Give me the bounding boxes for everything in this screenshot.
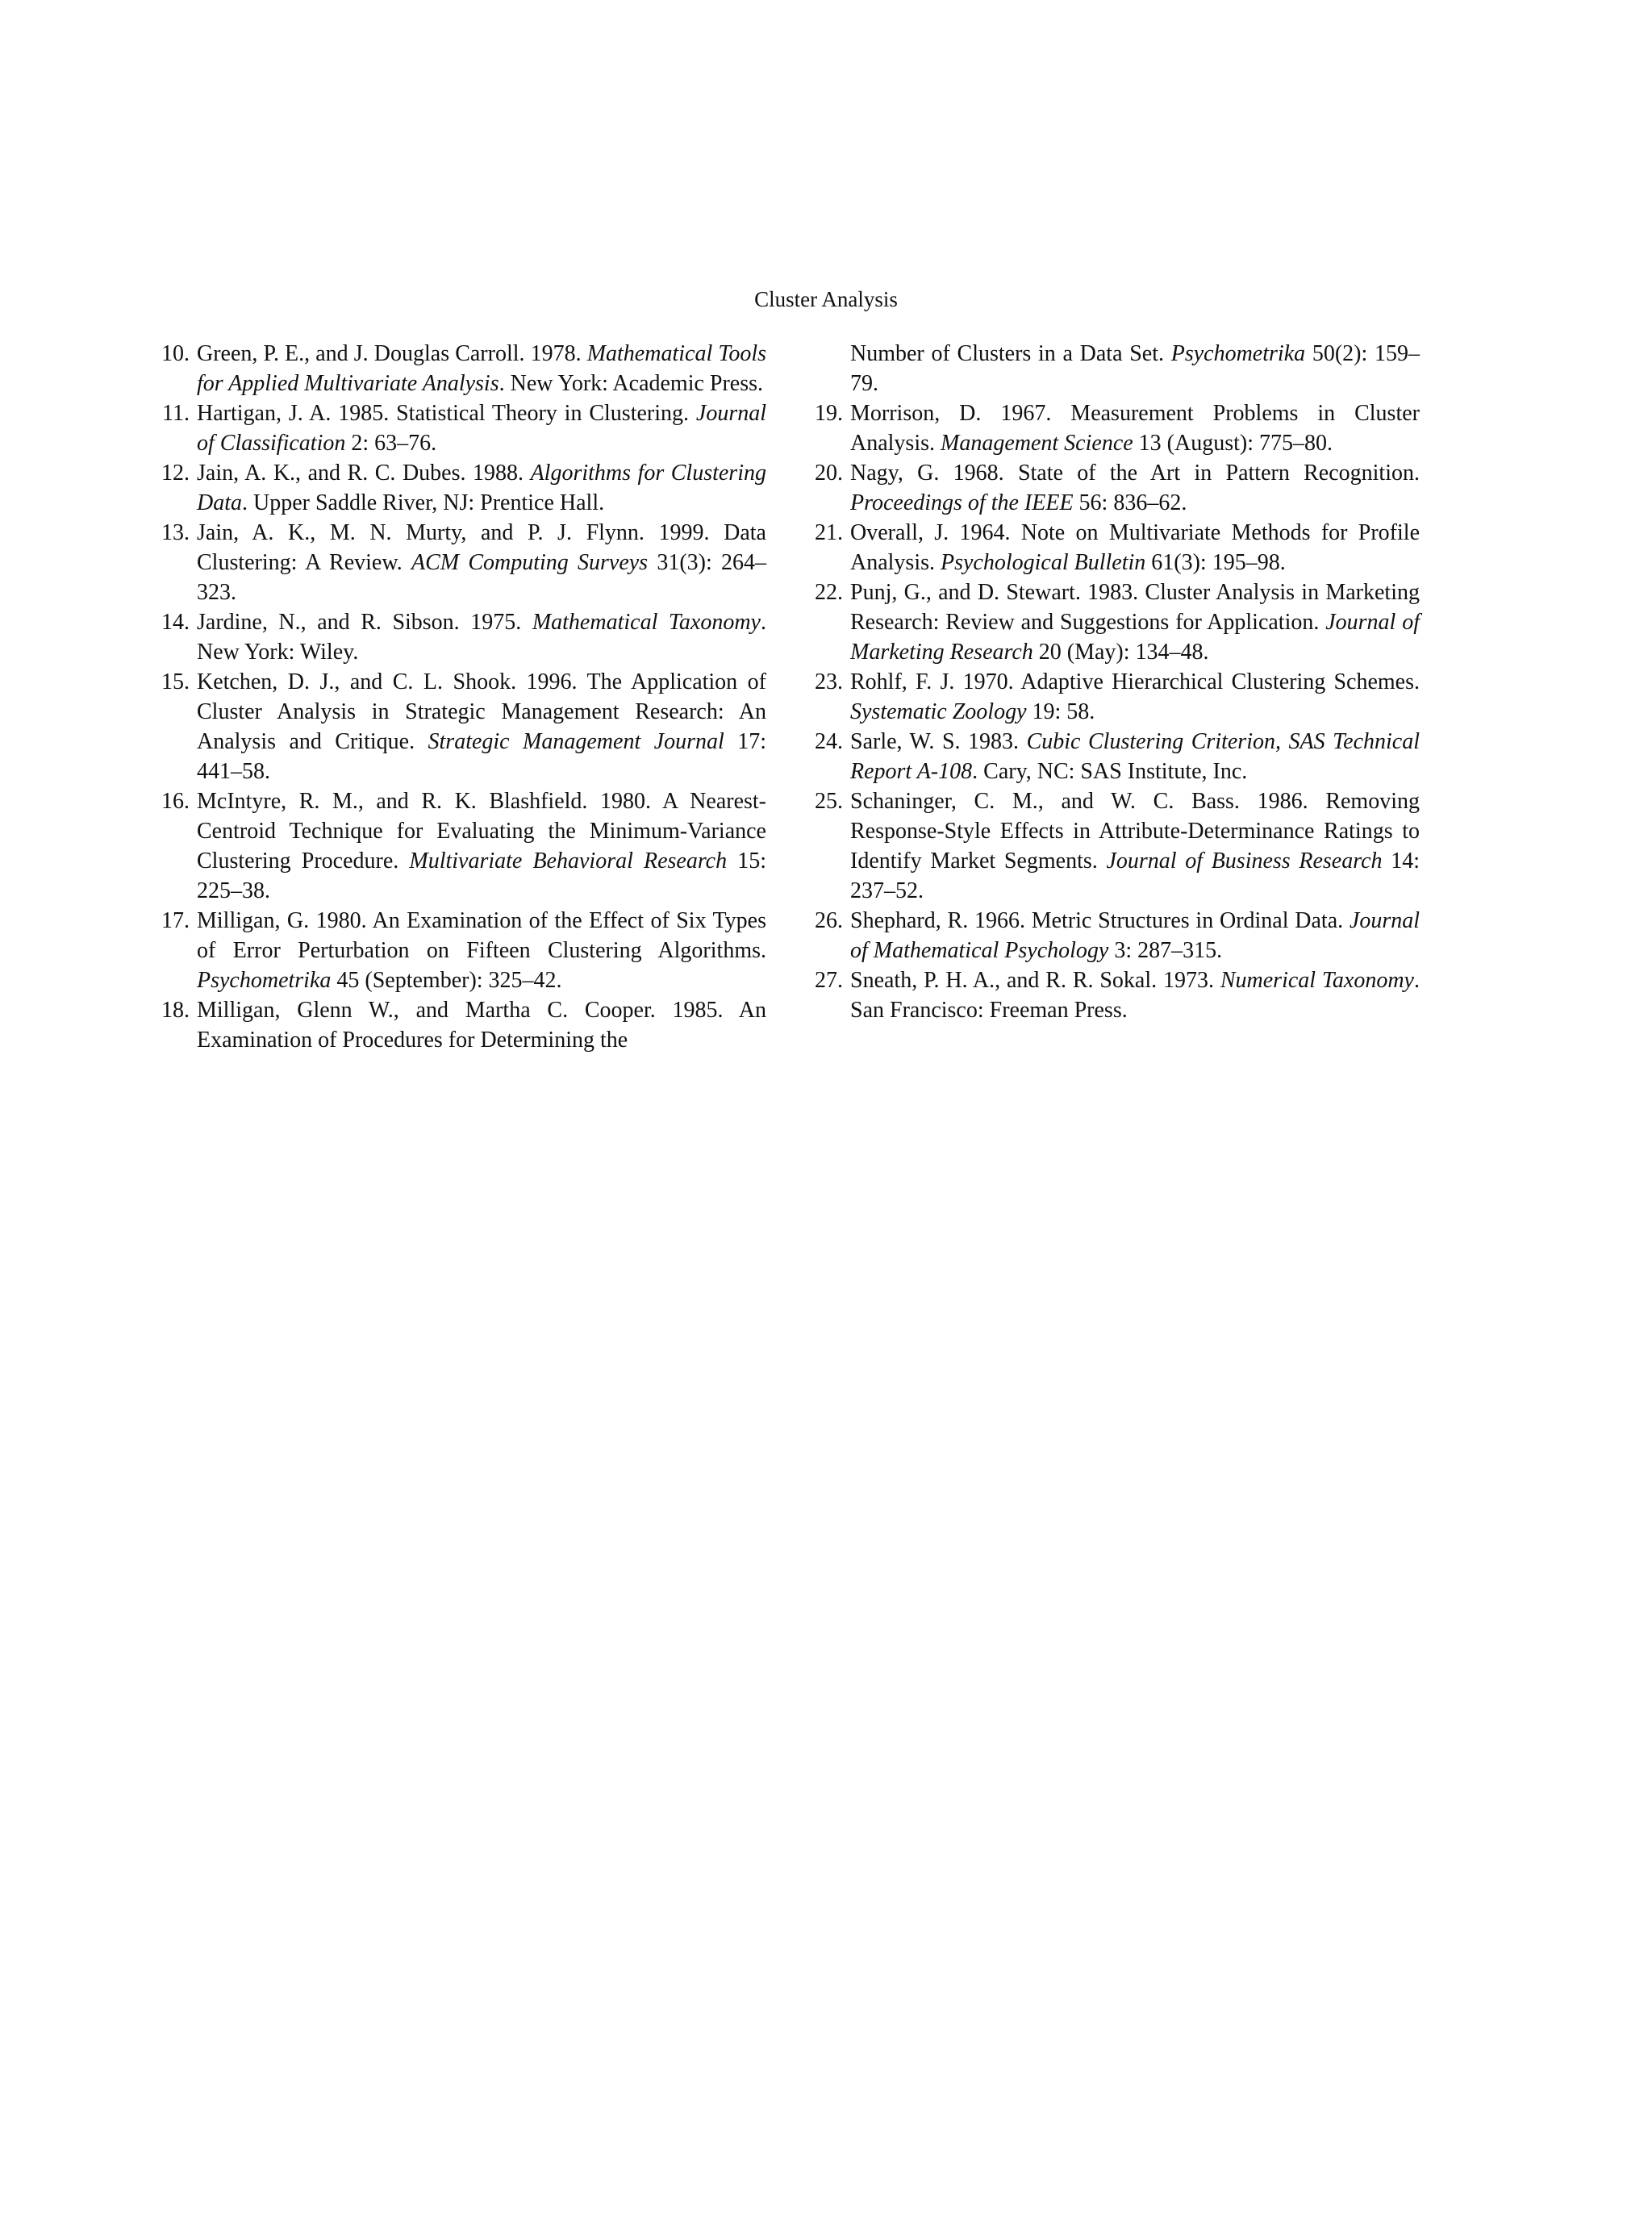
reference-number: 23. xyxy=(815,669,843,694)
reference-entry xyxy=(799,727,1420,786)
reference-text xyxy=(850,667,1420,727)
citation-text: Milligan, Glenn W., and Martha C. Cooper. 1985. An Examination of Procedures for Determining the xyxy=(197,998,766,1053)
citation-source-title: Multivariate Behavioral Research xyxy=(409,849,728,874)
reference-list-left xyxy=(145,339,766,1055)
citation-source-title: Proceedings of the IEEE xyxy=(850,490,1074,515)
reference-entry xyxy=(799,786,1420,906)
reference-entry xyxy=(145,667,766,786)
reference-entry xyxy=(145,995,766,1055)
reference-text xyxy=(197,339,766,398)
reference-text xyxy=(850,398,1420,458)
citation-text: Rohlf, F. J. 1970. Adaptive Hierarchical Clustering Schemes. xyxy=(850,669,1420,694)
citation-text: 15: 225–38. xyxy=(197,849,766,903)
citation-text: 50(2): 159–79. xyxy=(850,341,1420,396)
reference-entry xyxy=(145,518,766,607)
citation-text: McIntyre, R. M., and R. K. Blashfield. 1980. A Nearest-Centroid Technique for Evaluating the Minimum-Variance Clustering Procedure. xyxy=(197,789,766,874)
reference-text xyxy=(197,995,766,1055)
citation-source-title: Management Science xyxy=(941,431,1133,456)
citation-text: Schaninger, C. M., and W. C. Bass. 1986. Removing Response-Style Effects in Attribute-Determinance Ratings to Identify Market Segments. xyxy=(850,789,1420,874)
citation-text: 61(3): 195–98. xyxy=(1145,550,1286,575)
reference-entry xyxy=(799,667,1420,727)
citation-text: 31(3): 264–323. xyxy=(197,550,766,605)
citation-text: Green, P. E., and J. Douglas Carroll. 1978. xyxy=(197,341,587,366)
citation-source-title: Psychometrika xyxy=(1170,341,1306,366)
citation-source-title: Algorithms for Clustering Data xyxy=(197,461,766,515)
citation-text: 14: 237–52. xyxy=(850,849,1420,903)
reference-number: 21. xyxy=(815,520,843,545)
reference-list-right xyxy=(799,339,1420,1055)
citation-text: Jain, A. K., M. N. Murty, and P. J. Flynn. 1999. Data Clustering: A Review. xyxy=(197,520,766,575)
reference-entry xyxy=(799,518,1420,578)
reference-number: 16. xyxy=(161,789,190,814)
reference-text xyxy=(850,965,1420,1025)
reference-entry xyxy=(145,786,766,906)
reference-entry xyxy=(145,398,766,458)
reference-entry xyxy=(145,339,766,398)
reference-text xyxy=(197,786,766,906)
reference-text xyxy=(197,398,766,458)
reference-number: 18. xyxy=(161,998,190,1023)
reference-text xyxy=(850,518,1420,578)
citation-text: Ketchen, D. J., and C. L. Shook. 1996. The Application of Cluster Analysis in Strategic Management Research: An Analysis and Critique. xyxy=(197,669,766,754)
reference-text xyxy=(850,578,1420,667)
reference-number: 10. xyxy=(161,341,190,366)
citation-text: . New York: Wiley. xyxy=(197,610,766,665)
citation-text: . New York: Academic Press. xyxy=(499,371,764,396)
reference-entry xyxy=(145,458,766,518)
reference-text xyxy=(850,458,1420,518)
citation-text: Milligan, G. 1980. An Examination of the Effect of Six Types of Error Perturbation on Fifteen Clustering Algorithms. xyxy=(197,908,766,963)
citation-text: Nagy, G. 1968. State of the Art in Pattern Recognition. xyxy=(850,461,1420,486)
citation-text: Number of Clusters in a Data Set. xyxy=(850,341,1171,366)
citation-text: 3: 287–315. xyxy=(1108,938,1223,963)
citation-source-title: Journal of Mathematical Psychology xyxy=(850,908,1420,963)
citation-text: Sarle, W. S. 1983. xyxy=(850,729,1027,754)
citation-source-title: Psychological Bulletin xyxy=(941,550,1146,575)
citation-source-title: Psychometrika xyxy=(197,968,332,993)
citation-text: 17: 441–58. xyxy=(197,729,767,784)
citation-text: . Cary, NC: SAS Institute, Inc. xyxy=(972,759,1248,784)
reference-number: 13. xyxy=(161,520,190,545)
citation-source-title: Strategic Management Journal xyxy=(428,729,724,754)
citation-text: Punj, G., and D. Stewart. 1983. Cluster Analysis in Marketing Research: Review and Suggestions for Application. xyxy=(850,580,1420,635)
running-head-title: Cluster Analysis xyxy=(754,287,898,311)
citation-text: Morrison, D. 1967. Measurement Problems in Cluster Analysis. xyxy=(850,401,1420,456)
reference-text xyxy=(197,607,766,667)
citation-text: . Upper Saddle River, NJ: Prentice Hall. xyxy=(242,490,605,515)
citation-source-title: Mathematical Tools for Applied Multivariate Analysis xyxy=(197,341,766,396)
reference-entry xyxy=(799,458,1420,518)
reference-text xyxy=(197,667,766,786)
reference-text xyxy=(197,906,766,995)
citation-text: 13 (August): 775–80. xyxy=(1133,431,1333,456)
citation-text: 45 (September): 325–42. xyxy=(331,968,562,993)
reference-number: 25. xyxy=(815,789,843,814)
reference-text xyxy=(197,458,766,518)
citation-source-title: Journal of Marketing Research xyxy=(850,610,1420,665)
citation-text: Shephard, R. 1966. Metric Structures in Ordinal Data. xyxy=(850,908,1350,933)
reference-number: 26. xyxy=(815,908,843,933)
citation-source-title: Cubic Clustering Criterion, SAS Technical Report A-108 xyxy=(850,729,1420,784)
citation-text: Overall, J. 1964. Note on Multivariate Methods for Profile Analysis. xyxy=(850,520,1420,575)
reference-text xyxy=(850,727,1420,786)
citation-source-title: Numerical Taxonomy xyxy=(1220,968,1414,993)
reference-text xyxy=(197,518,766,607)
citation-text: Jardine, N., and R. Sibson. 1975. xyxy=(197,610,532,635)
reference-entry xyxy=(799,578,1420,667)
reference-number: 19. xyxy=(815,401,843,426)
reference-number: 24. xyxy=(815,729,843,754)
citation-source-title: Mathematical Taxonomy xyxy=(532,610,761,635)
reference-entry xyxy=(145,906,766,995)
citation-source-title: Journal of Classification xyxy=(197,401,766,456)
citation-text: 19: 58. xyxy=(1026,699,1095,724)
citation-source-title: Systematic Zoology xyxy=(850,699,1027,724)
citation-source-title: Journal of Business Research xyxy=(1106,849,1383,874)
reference-text xyxy=(850,906,1420,965)
citation-text: Jain, A. K., and R. C. Dubes. 1988. xyxy=(197,461,531,486)
reference-number: 20. xyxy=(815,461,843,486)
reference-number: 22. xyxy=(815,580,843,605)
citation-text: 56: 836–62. xyxy=(1073,490,1187,515)
reference-18-continuation xyxy=(850,339,1420,398)
citation-source-title: ACM Computing Surveys xyxy=(411,550,649,575)
reference-entry xyxy=(799,398,1420,458)
reference-text xyxy=(850,786,1420,906)
citation-text: 2: 63–76. xyxy=(345,431,437,456)
reference-entry xyxy=(799,906,1420,965)
reference-number: 27. xyxy=(815,968,843,993)
reference-number: 12. xyxy=(161,461,190,486)
reference-number: 14. xyxy=(161,610,190,635)
reference-columns xyxy=(145,339,1420,1055)
reference-entry xyxy=(145,607,766,667)
citation-text: Hartigan, J. A. 1985. Statistical Theory in Clustering. xyxy=(197,401,696,426)
citation-text: 20 (May): 134–48. xyxy=(1032,640,1209,665)
reference-number: 15. xyxy=(161,669,190,694)
citation-text: Sneath, P. H. A., and R. R. Sokal. 1973. xyxy=(850,968,1220,993)
reference-number: 17. xyxy=(161,908,190,933)
reference-number: 11. xyxy=(162,401,190,426)
citation-text: . San Francisco: Freeman Press. xyxy=(850,968,1420,1023)
reference-entry xyxy=(799,965,1420,1025)
